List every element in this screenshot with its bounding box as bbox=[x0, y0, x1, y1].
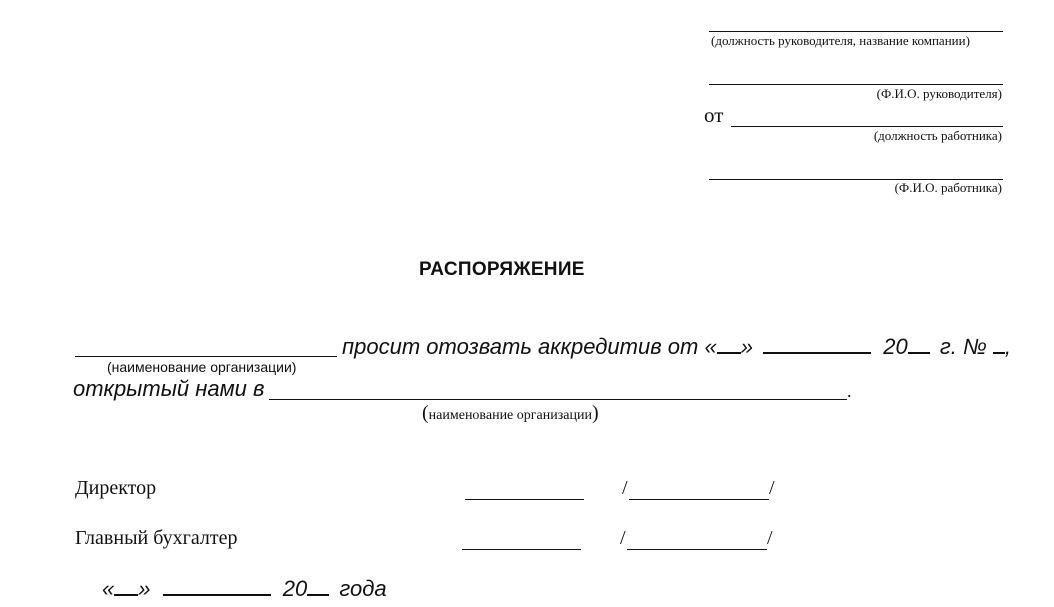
hint-org-2-open: ( bbox=[422, 402, 429, 424]
hint-org-2 bbox=[422, 402, 599, 425]
head-name-line bbox=[709, 84, 1003, 85]
year-suffix: г. № bbox=[939, 334, 987, 359]
director-name-line bbox=[629, 499, 769, 500]
director-slash-right: / bbox=[769, 477, 775, 499]
month-blank bbox=[763, 334, 871, 354]
year-blank bbox=[908, 334, 930, 354]
from-label: от bbox=[704, 103, 724, 127]
accountant-slash-left: / bbox=[620, 527, 626, 549]
footer-day-blank bbox=[114, 576, 138, 596]
hint-head-name: (Ф.И.О. руководителя) bbox=[876, 86, 1002, 101]
number-blank bbox=[993, 334, 1005, 354]
year-prefix: 20 bbox=[883, 334, 908, 359]
footer-quote-close: » bbox=[138, 576, 151, 601]
footer-year-prefix: 20 bbox=[282, 576, 308, 601]
document-title: РАСПОРЯЖЕНИЕ bbox=[419, 259, 585, 280]
period: . bbox=[847, 381, 852, 401]
body-line-2-text: открытый нами в bbox=[73, 376, 265, 401]
accountant-label: Главный бухгалтер bbox=[75, 527, 238, 549]
employee-position-line bbox=[731, 126, 1003, 127]
hint-org-2-text: наименование организации bbox=[428, 408, 592, 423]
company-line bbox=[709, 31, 1003, 32]
director-slash-left: / bbox=[622, 477, 628, 499]
hint-company: (должность руководителя, название компании) bbox=[711, 33, 970, 48]
comma: , bbox=[1004, 334, 1011, 359]
footer-month-blank bbox=[163, 576, 271, 596]
organization-line-1 bbox=[75, 356, 337, 357]
hint-employee-position: (должность работника) bbox=[873, 128, 1002, 143]
accountant-name-line bbox=[627, 549, 767, 550]
director-label: Директор bbox=[75, 477, 157, 499]
hint-org-1: (наименование организации) bbox=[107, 359, 297, 375]
footer-year-suffix: года bbox=[339, 576, 387, 601]
day-blank bbox=[717, 334, 741, 354]
footer-quote-open: « bbox=[102, 576, 115, 601]
body-line-1 bbox=[342, 334, 1011, 360]
footer-date bbox=[102, 576, 387, 602]
accountant-signature-line bbox=[462, 549, 581, 550]
hint-org-2-close: ) bbox=[591, 402, 599, 424]
director-signature-line bbox=[465, 499, 584, 500]
body-line-1-text: просит отозвать аккредитив от « bbox=[342, 334, 717, 359]
accountant-slash-right: / bbox=[767, 527, 773, 549]
hint-employee-name: (Ф.И.О. работника) bbox=[894, 180, 1002, 195]
footer-year-blank bbox=[307, 576, 329, 596]
quote-close: » bbox=[740, 334, 753, 359]
organization-line-2 bbox=[269, 399, 847, 400]
